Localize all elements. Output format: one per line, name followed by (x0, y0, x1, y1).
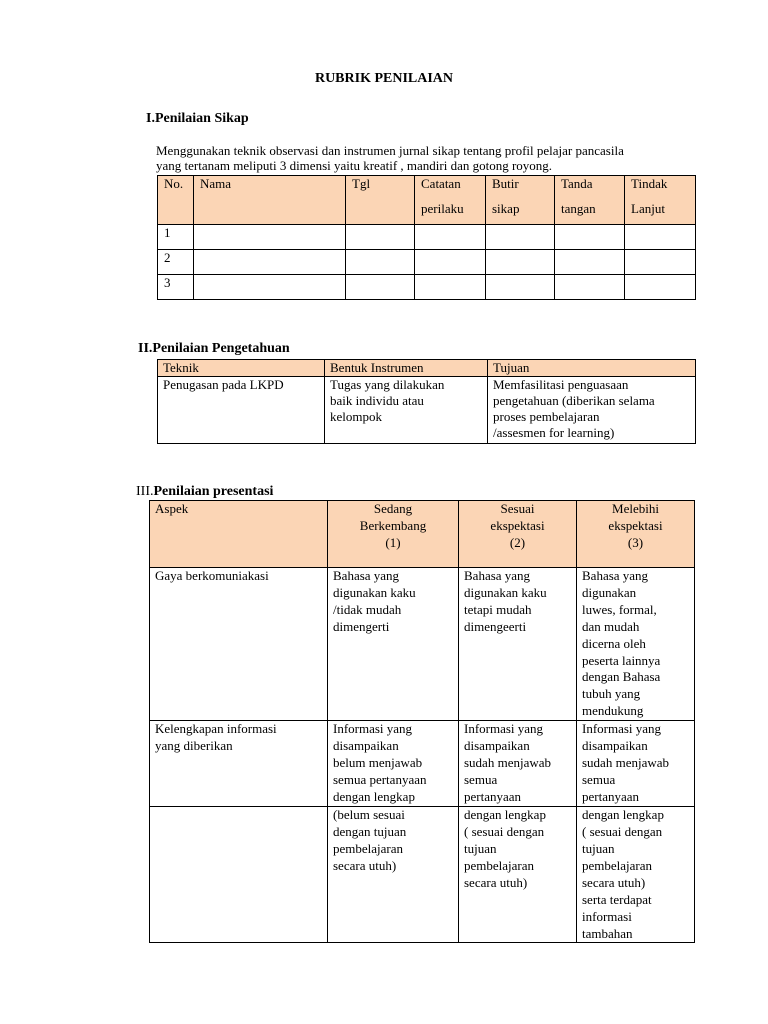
row-number: 3 (158, 275, 194, 300)
header-tanda: Tanda tangan (555, 176, 625, 225)
pengetahuan-header-row (158, 360, 696, 377)
table-row (158, 250, 696, 275)
cell-level-2: Bahasa yang digunakan kaku tetapi mudah dimengeerti (459, 568, 577, 721)
section-3-heading: III.Penilaian presentasi (136, 484, 274, 499)
header-teknik: Teknik (158, 360, 325, 377)
row-number: 1 (158, 225, 194, 250)
header-aspek: Aspek (150, 501, 328, 568)
cell-aspek (150, 807, 328, 943)
cell-level-1: (belum sesuai dengan tujuan pembelajaran secara utuh) (328, 807, 459, 943)
cell-level-1: Informasi yang disampaikan belum menjawab semua pertanyaan dengan lengkap (328, 721, 459, 807)
cell-level-1: Bahasa yang digunakan kaku /tidak mudah dimengerti (328, 568, 459, 721)
table-row (150, 568, 695, 721)
cell-aspek: Gaya berkomuniakasi (150, 568, 328, 721)
presentasi-header-row (150, 501, 695, 568)
table-row (158, 225, 696, 250)
cell-tujuan: Memfasilitasi penguasaan pengetahuan (diberikan selama proses pembelajaran /assesmen for learning) (488, 377, 696, 444)
cell-teknik: Penugasan pada LKPD (158, 377, 325, 444)
sikap-table (157, 175, 696, 300)
intro-line-2: yang tertanam meliputi 3 dimensi yaitu kreatif , mandiri dan gotong royong. (156, 157, 553, 173)
table-row (158, 377, 696, 444)
header-melebihi-ekspektasi: Melebihi ekspektasi (3) (577, 501, 695, 568)
header-nama: Nama (194, 176, 346, 225)
cell-level-3: dengan lengkap ( sesuai dengan tujuan pembelajaran secara utuh) serta terdapat informasi tambahan (577, 807, 695, 943)
cell-level-3: Bahasa yang digunakan luwes, formal, dan mudah dicerna oleh peserta lainnya dengan Bahasa tubuh yang mendukung (577, 568, 695, 721)
cell-level-2: Informasi yang disampaikan sudah menjawab semua pertanyaan (459, 721, 577, 807)
section-1-intro (156, 144, 624, 173)
table-row (158, 275, 696, 300)
header-bentuk: Bentuk Instrumen (325, 360, 488, 377)
header-sedang-berkembang: Sedang Berkembang (1) (328, 501, 459, 568)
cell-bentuk: Tugas yang dilakukan baik individu atau kelompok (325, 377, 488, 444)
cell-aspek: Kelengkapan informasi yang diberikan (150, 721, 328, 807)
section-1-heading: I.Penilaian Sikap (146, 111, 249, 126)
section-2-heading: II.Penilaian Pengetahuan (138, 341, 290, 356)
header-sesuai-ekspektasi: Sesuai ekspektasi (2) (459, 501, 577, 568)
cell-level-3: Informasi yang disampaikan sudah menjawab semua pertanyaan (577, 721, 695, 807)
page-title: RUBRIK PENILAIAN (314, 71, 454, 86)
pengetahuan-table (157, 359, 696, 444)
header-tujuan: Tujuan (488, 360, 696, 377)
table-row (150, 807, 695, 943)
intro-line-1: Menggunakan teknik observasi dan instrumen jurnal sikap tentang profil pelajar pancasila (156, 143, 624, 158)
table-row (150, 721, 695, 807)
header-tindak: Tindak Lanjut (625, 176, 696, 225)
header-no: No. (158, 176, 194, 225)
presentasi-table (149, 500, 695, 943)
cell-level-2: dengan lengkap ( sesuai dengan tujuan pembelajaran secara utuh) (459, 807, 577, 943)
row-number: 2 (158, 250, 194, 275)
header-catatan: Catatan perilaku (415, 176, 486, 225)
header-tgl: Tgl (346, 176, 415, 225)
sikap-header-row (158, 176, 696, 225)
header-butir: Butir sikap (486, 176, 555, 225)
